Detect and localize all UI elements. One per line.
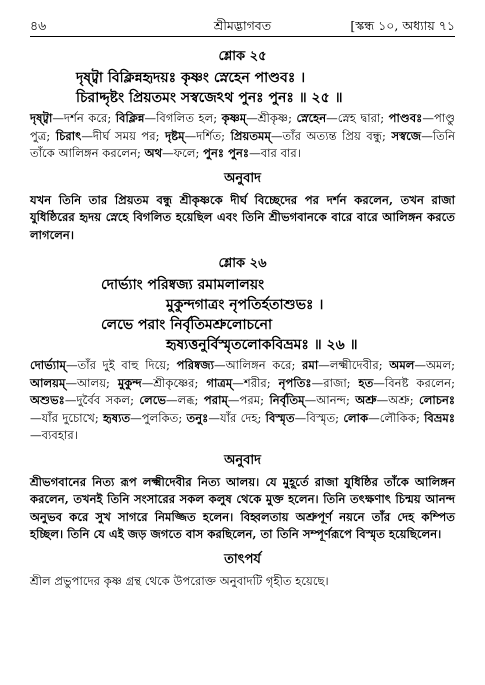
- synonym-meaning: —যাঁর দেহ;: [208, 410, 262, 425]
- synonym-meaning: —পরম;: [227, 393, 265, 407]
- synonym-meaning: —শ্রীকৃষ্ণ;: [246, 111, 292, 125]
- synonym-word: লোচনঃ: [418, 393, 456, 407]
- synonym-meaning: —স্নেহ দ্বারা;: [326, 111, 385, 125]
- synonym-word: চিরাৎ: [55, 128, 82, 143]
- page-header: [26, 14, 459, 36]
- synonym-meaning: —তাঁর অত্যন্ত প্রিয় বন্ধু;: [270, 128, 386, 143]
- verse-26-line-4: হৃষ্যত্তনুর্বিস্মৃতলোকবিভ্রমঃ ॥ ২৬ ॥: [166, 337, 358, 353]
- synonym-meaning: —লৌকিক;: [368, 410, 420, 425]
- synonym-word: লোক: [343, 410, 369, 425]
- synonym-meaning: —যাঁর দুচোখে;: [30, 410, 99, 425]
- synonym-meaning: —অশ্রু;: [376, 393, 414, 407]
- synonym-word: কৃষ্ণম্: [221, 111, 247, 125]
- synonym-word: লেভে: [139, 393, 166, 407]
- synonym-word: প্রিয়তমম্: [230, 128, 271, 143]
- synonym-meaning: —ব্যবহার।: [30, 428, 78, 442]
- synonym-word: পাণ্ডবঃ: [388, 111, 423, 125]
- verse-25-text: [26, 68, 459, 108]
- synonym-word: দোর্ভ্যাম্: [30, 358, 66, 372]
- verse-25-translation-label: অনুবাদ: [224, 170, 261, 186]
- synonym-word: অশ্রু: [355, 393, 377, 407]
- verse-26-line-3: লেভে পরাং নির্বৃতিমশ্রুলোচনো: [101, 317, 273, 333]
- synonym-word: অশুভঃ: [30, 393, 65, 407]
- synonym-meaning: —আলয়;: [65, 375, 110, 390]
- synonym-word: পরাম্: [203, 393, 228, 407]
- synonym-meaning: —বিনষ্ট করলেন;: [373, 375, 456, 390]
- synonym-meaning: —বিস্মৃত;: [294, 410, 340, 425]
- synonym-meaning: —শরীর;: [232, 375, 271, 390]
- synonym-meaning: —পাণ্ডু পুত্র;: [30, 111, 456, 143]
- synonym-word: দৃষ্টম্: [165, 128, 185, 143]
- synonym-word: বিভ্রমঃ: [424, 410, 456, 425]
- synonym-meaning: —বিগলিত হল;: [144, 111, 218, 125]
- synonym-word: আলয়ম্: [30, 375, 66, 390]
- synonym-word: তনুঃ: [186, 410, 209, 425]
- chapter-reference: [স্কন্ধ ১০, অধ্যায় ৭১: [350, 18, 455, 33]
- synonym-word: পরিষ্বজ্য: [176, 358, 215, 372]
- synonym-word: হত: [358, 375, 374, 390]
- synonym-meaning: —দর্শিত;: [184, 128, 226, 143]
- verse-25-label: শ্লোক ২৫: [218, 49, 267, 64]
- verse-26-line-2: মুকুন্দগাত্রং নৃপতির্হতাশুভঃ ।: [166, 297, 324, 313]
- verse-26-translation-label: অনুবাদ: [224, 452, 261, 468]
- synonym-meaning: —তিনি তাঁকে আলিঙ্গন করলেন;: [30, 128, 456, 160]
- synonym-meaning: —বার বার।: [249, 146, 301, 160]
- synonym-word: নির্বৃতিম্: [269, 393, 305, 407]
- synonym-meaning: —শ্রীকৃষ্ণের;: [141, 375, 199, 390]
- synonym-meaning: —আলিঙ্গন করে;: [214, 358, 296, 372]
- synonym-word: অথ: [144, 146, 163, 160]
- verse-25-synonyms: [30, 110, 455, 163]
- verse-26-text: [26, 275, 459, 355]
- verse-25-line-2: চিরাদ্দৃষ্টং প্রিয়তমং সস্বজেঽথ পুনঃ পুনঃ ॥ ২৫ ॥: [76, 90, 343, 106]
- synonym-word: বিস্মৃত: [265, 410, 295, 425]
- synonym-word: হৃষ্যত: [103, 410, 131, 425]
- synonym-word: বিক্লিন্ন: [115, 111, 145, 125]
- synonym-meaning: —রাজা;: [311, 375, 351, 390]
- verse-26-synonyms: [30, 357, 455, 445]
- synonym-meaning: —দর্শন করে;: [52, 111, 112, 125]
- synonym-word: দৃষ্ট্বা: [30, 111, 53, 125]
- page-number: ৪৬: [30, 18, 47, 33]
- synonym-word: পুনঃ পুনঃ: [203, 146, 250, 160]
- synonym-meaning: —অমল;: [414, 358, 456, 372]
- verse-25-translation: যখন তিনি তার প্রিয়তম বন্ধু শ্রীকৃষ্ণকে দীর্ঘ বিচ্ছেদের পর দর্শন করলেন, তখন রাজা যুধিষ্ঠিরের হৃদয় স্নেহে বিগলিত হয়েছিল এবং তিনি শ্রীভগবানকে বারে বারে আলিঙ্গন করতে লাগলেন।: [30, 192, 455, 242]
- synonym-meaning: —লক্ষ্মীদেবীর;: [318, 358, 383, 372]
- purport-label: তাৎপর্য: [224, 551, 261, 567]
- synonym-word: মুকুন্দ: [117, 375, 142, 390]
- synonym-word: গাত্রম্: [206, 375, 233, 390]
- synonym-word: অমল: [389, 358, 415, 372]
- synonym-meaning: —দুর্বৈব সকল;: [64, 393, 134, 407]
- verse-26-line-1: দোর্ভ্যাং পরিষ্বজ্য রমামলালয়ং: [101, 277, 265, 293]
- synonym-word: সস্বজে: [391, 128, 422, 143]
- synonym-meaning: —লব্ধ;: [166, 393, 199, 407]
- synonym-meaning: —ফলে;: [162, 146, 200, 160]
- book-title: শ্রীমদ্ভাগবত: [213, 18, 272, 33]
- synonym-word: স্নেহেন: [296, 111, 327, 125]
- verse-25-line-1: দৃষ্ট্বা বিক্লিন্নহৃদয়ঃ কৃষ্ণং স্নেহেন পাণ্ডবঃ ।: [76, 70, 306, 86]
- synonym-meaning: —দীর্ঘ সময় পর;: [81, 128, 160, 143]
- synonym-meaning: —তাঁর দুই বাহু দিয়ে;: [65, 358, 170, 372]
- verse-26-translation: শ্রীভগবানের নিত্য রূপ লক্ষ্মীদেবীর নিত্য আলয়। যে মুহূর্তে রাজা যুধিষ্ঠির তাঁকে আলিঙ্গন করলেন, তখনই তিনি সংসারের সকল কলুষ থেকে মুক্ত হলেন। তিনি তৎক্ষণাৎ চিন্ময় আনন্দ অনুভব করে সুখ সাগরে নিমজ্জিত হলেন। বিহ্বলতায় অশ্রুপূর্ণ নয়নে তাঁর দেহ কম্পিত হচ্ছিল। তিনি যে এই জড় জগতে বাস করছিলেন, তা তিনি সম্পূর্ণরূপে বিস্মৃত হয়েছিলেন।: [30, 474, 455, 541]
- synonym-word: রমা: [302, 358, 319, 372]
- synonym-word: নৃপতিঃ: [278, 375, 312, 390]
- purport-text: শ্রীল প্রভুপাদের কৃষ্ণ গ্রন্থ থেকে উপরোক্ত অনুবাদটি গৃহীত হয়েছে।: [30, 573, 329, 588]
- synonym-meaning: —পুলকিত;: [130, 410, 183, 425]
- verse-26-label: শ্লোক ২৬: [218, 256, 267, 271]
- synonym-meaning: —আনন্দ;: [304, 393, 350, 407]
